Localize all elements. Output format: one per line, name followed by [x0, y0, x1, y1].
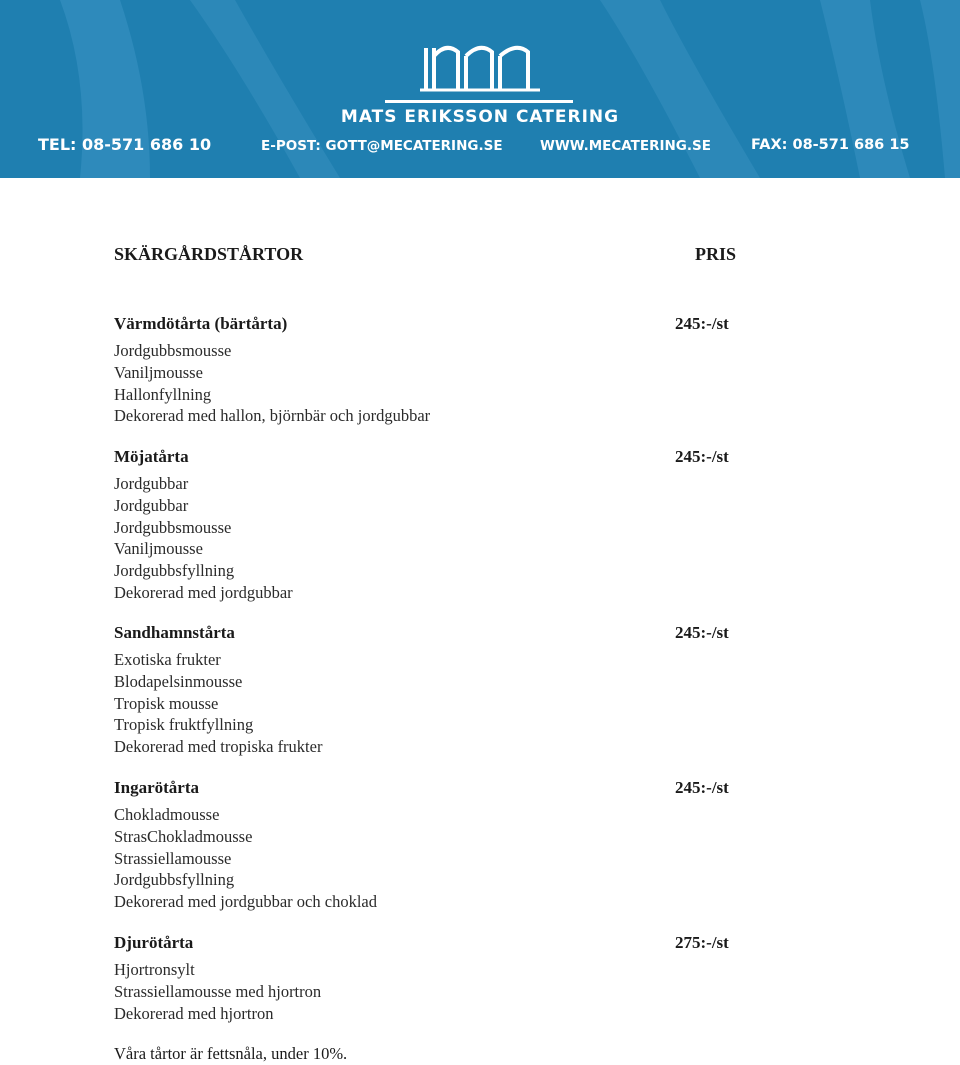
ingredient: Jordgubbsfyllning — [114, 561, 235, 581]
ingredient: Exotiska frukter — [114, 650, 221, 669]
ingredient: Jordgubbsmousse — [114, 341, 232, 360]
cake-item — [114, 932, 764, 1024]
ingredient: Tropisk fruktfyllning — [114, 715, 254, 735]
ingredient: Dekorerad med hallon, björnbär och jordgubbar — [114, 406, 431, 426]
cake-name: Ingarötårta — [114, 778, 199, 797]
cake-item — [114, 622, 764, 758]
section-title: SKÄRGÅRDSTÅRTOR — [114, 244, 304, 264]
cake-item — [114, 446, 764, 604]
cake-item — [114, 777, 764, 913]
logo-underline — [385, 100, 573, 103]
ingredient: Vaniljmousse — [114, 362, 203, 382]
email-address: E-POST: GOTT@MECATERING.SE — [261, 138, 503, 154]
cake-price: 245:-/st — [675, 314, 729, 333]
ingredient: Dekorerad med tropiska frukter — [114, 737, 323, 757]
ingredient: Strassiellamousse — [114, 848, 232, 868]
ingredient: Jordgubbar — [114, 474, 189, 493]
ingredient: Vaniljmousse — [114, 539, 203, 559]
ingredient: Jordgubbar — [114, 495, 189, 515]
company-name: MATS ERIKSSON CATERING — [340, 107, 620, 127]
cake-name: Möjatårta — [114, 447, 189, 466]
ingredient: Dekorerad med hjortron — [114, 1003, 274, 1023]
cake-price: 275:-/st — [675, 933, 729, 952]
ingredient: Jordgubbsmousse — [114, 517, 232, 537]
phone-number: TEL: 08-571 686 10 — [38, 135, 212, 154]
cake-price: 245:-/st — [675, 778, 729, 797]
website-url: WWW.MECATERING.SE — [540, 138, 711, 154]
ingredient: Hallonfyllning — [114, 384, 212, 404]
price-column-heading: PRIS — [695, 244, 737, 264]
cake-item — [114, 313, 764, 427]
company-logo — [420, 34, 540, 94]
ingredient: Dekorerad med jordgubbar — [114, 582, 293, 602]
ingredient: Blodapelsinmousse — [114, 671, 243, 691]
ingredient: Jordgubbsfyllning — [114, 870, 235, 890]
ingredient: StrasChokladmousse — [114, 826, 253, 846]
ingredient: Dekorerad med jordgubbar och choklad — [114, 892, 377, 912]
fax-number: FAX: 08-571 686 15 — [751, 137, 910, 153]
cake-name: Värmdötårta (bärtårta) — [114, 314, 288, 333]
ingredient: Chokladmousse — [114, 805, 220, 824]
footer-note: Våra tårtor är fettsnåla, under 10%. — [114, 1044, 348, 1063]
ingredient: Strassiellamousse med hjortron — [114, 981, 322, 1001]
cake-price: 245:-/st — [675, 447, 729, 466]
header-banner — [0, 0, 960, 178]
cake-name: Djurötårta — [114, 933, 194, 952]
ingredient: Hjortronsylt — [114, 960, 195, 979]
cake-price: 245:-/st — [675, 623, 729, 642]
cake-name: Sandhamnstårta — [114, 623, 235, 642]
ingredient: Tropisk mousse — [114, 693, 219, 713]
